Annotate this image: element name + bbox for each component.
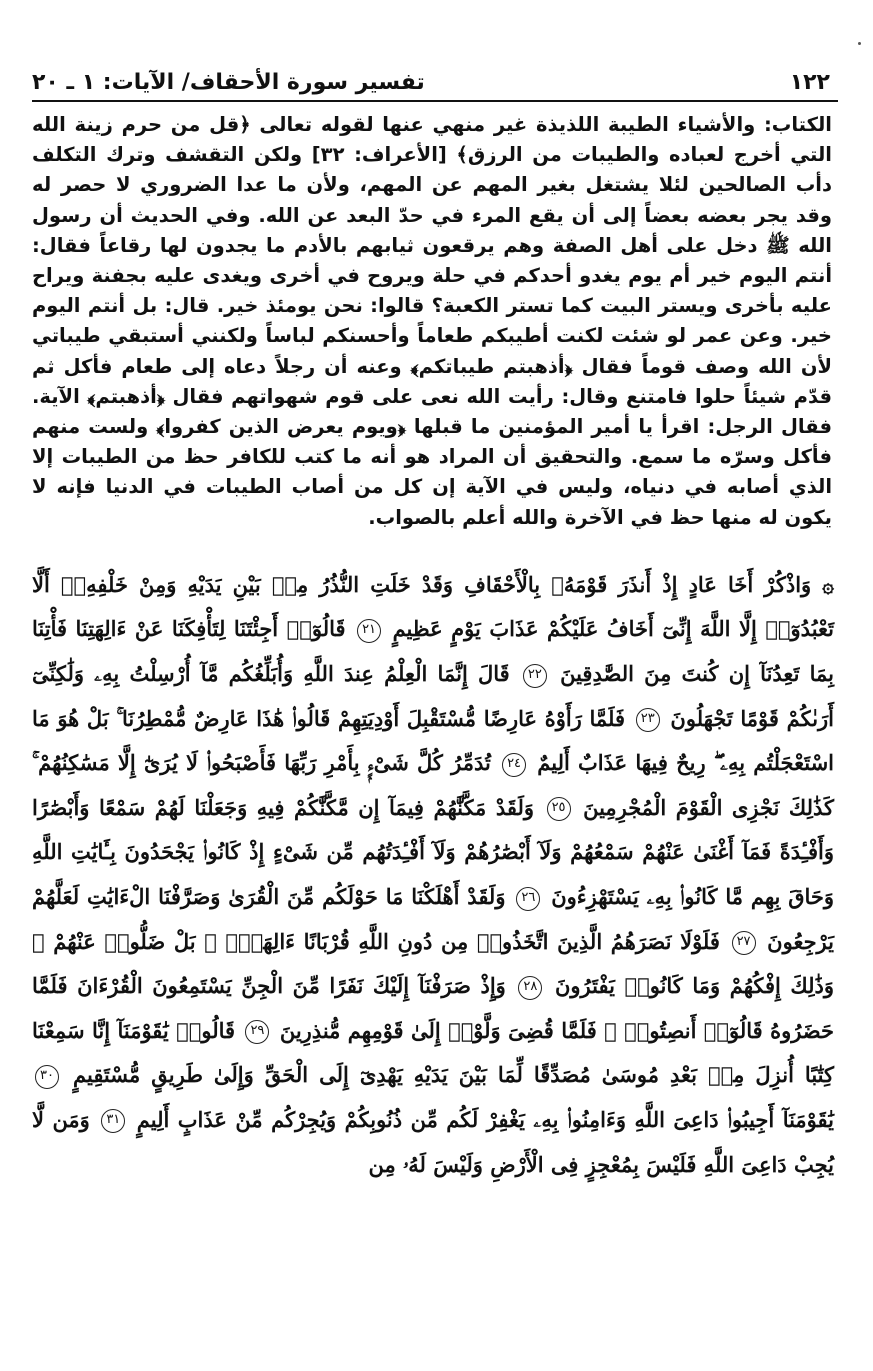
running-header	[32, 62, 838, 100]
book-page	[32, 62, 838, 1187]
ayah-text: وَاذْكُرْ أَخَا عَادٍ إِذْ أَنذَرَ قَوْمَهُۥ بِالْأَحْقَافِ وَقَدْ خَلَتِ النُّذُرُ مِنۢ بَيْنِ يَدَيْهِ وَمِنْ خَلْفِهِۦٓ أَلَّا تَعْبُدُوٓا۟ إِلَّا اللَّهَ إِنِّىٓ أَخَافُ عَلَيْكُمْ عَذَابَ يَوْمٍ عَظِيمٍ	[32, 571, 835, 642]
ayah-number: ٢٣	[636, 708, 660, 732]
page-number: ١٢٢	[789, 70, 830, 95]
ayah-number: ٢٦	[516, 887, 540, 911]
page-title: تفسير سورة الأحقاف/ الآيات: ١ ـ ٢٠	[32, 70, 425, 95]
ayah-text: وَإِذْ صَرَفْنَآ إِلَيْكَ نَفَرًا مِّنَ الْجِنِّ يَسْتَمِعُونَ الْقُرْءَانَ فَلَمَّا حَضَرُوهُ قَالُوٓا۟ أَنصِتُوا۟ ۖ فَلَمَّا قُضِىَ وَلَّوْا۟ إِلَىٰ قَوْمِهِم مُّنذِرِينَ	[32, 973, 834, 1043]
ayah-text: وَمَن لَّا يُجِبْ دَاعِىَ اللَّهِ فَلَيْسَ بِمُعْجِزٍ فِى الْأَرْضِ وَلَيْسَ لَهُۥ مِن	[32, 1106, 834, 1177]
ayah-number: ٢٥	[547, 797, 571, 821]
ayah-text: وَلَقَدْ أَهْلَكْنَا مَا حَوْلَكُم مِّنَ الْقُرَىٰ وَصَرَّفْنَا الْءَايَٰتِ لَعَلَّهُمْ يَرْجِعُونَ	[32, 884, 834, 954]
ayah-number: ٣٠	[35, 1065, 59, 1089]
header-divider	[32, 100, 838, 102]
ayah-number: ٣١	[101, 1109, 125, 1133]
ayah-number: ٢٧	[732, 931, 756, 955]
ayah-text: قَالَ إِنَّمَا الْعِلْمُ عِندَ اللَّهِ وَأُبَلِّغُكُم مَّآ أُرْسِلْتُ بِهِۦ وَلَٰكِنِّىٓ أَرَىٰكُمْ قَوْمًا تَجْهَلُونَ	[32, 661, 835, 731]
ayah-text: قَالُوٓا۟ أَجِئْتَنَا لِتَأْفِكَنَا عَنْ ءَالِهَتِنَا فَأْتِنَا بِمَا تَعِدُنَآ إِن كُنتَ مِنَ الصَّٰدِقِينَ	[32, 616, 834, 687]
ayah-text: يَٰقَوْمَنَآ أَجِيبُوا۟ دَاعِىَ اللَّهِ وَءَامِنُوا۟ بِهِۦ يَغْفِرْ لَكُم مِّن ذُنُوبِكُمْ وَيُجِرْكُم مِّنْ عَذَابٍ أَلِيمٍ	[136, 1106, 834, 1132]
margin-mark	[858, 42, 861, 45]
ayah-text: وَلَقَدْ مَكَّنَّٰهُمْ فِيمَآ إِن مَّكَّنَّٰكُمْ فِيهِ وَجَعَلْنَا لَهُمْ سَمْعًا وَأَبْصَٰرًا وَأَفْـِٔدَةً فَمَآ أَغْنَىٰ عَنْهُمْ سَمْعُهُمْ وَلَآ أَبْصَٰرُهُمْ وَلَآ أَفْـِٔدَتُهُم مِّن شَىْءٍ إِذْ كَانُوا۟ يَجْحَدُونَ بِـَٔايَٰتِ اللَّهِ وَحَاقَ بِهِم مَّا كَانُوا۟ بِهِۦ يَسْتَهْزِءُونَ	[32, 794, 835, 909]
ayah-text: فَلَوْلَا نَصَرَهُمُ الَّذِينَ اتَّخَذُوا۟ مِن دُونِ اللَّهِ قُرْبَانًا ءَالِهَةًۢ ۖ بَلْ ضَلُّوا۟ عَنْهُمْ ۚ وَذَٰلِكَ إِفْكُهُمْ وَمَا كَانُوا۟ يَفْتَرُونَ	[32, 928, 835, 999]
ayah-text: قَالُوا۟ يَٰقَوْمَنَآ إِنَّا سَمِعْنَا كِتَٰبًا أُنزِلَ مِنۢ بَعْدِ مُوسَىٰ مُصَدِّقًا لِّمَا بَيْنَ يَدَيْهِ يَهْدِىٓ إِلَى الْحَقِّ وَإِلَىٰ طَرِيقٍ مُّسْتَقِيمٍ	[32, 1017, 835, 1088]
commentary-paragraph: الكتاب: والأشياء الطيبة اللذيذة غير منهي عنها لقوله تعالى ﴿قل من حرم زينة الله التي أخرج لعباده والطيبات من الرزق﴾ [الأعراف: ٣٢] ولكن التقشف وترك التكلف دأب الصالحين لئلا يشتغل بغير المهم عن المهم، ولأن ما عدا الضروري لا حصر له وقد يجر بعضه بعضاً إلى أن يقع المرء في حدّ البعد عن الله. وفي الحديث أن رسول الله ﷺ دخل على أهل الصفة وهم يرقعون ثيابهم بالأدم ما يجدون لها رقاعاً فقال: أنتم اليوم خير أم يوم يغدو أحدكم في حلة ويروح في أخرى ويغدى عليه بجفنة ويراح عليه بأخرى ويستر البيت كما تستر الكعبة؟ قالوا: نحن يومئذ خير. قال: بل أنتم اليوم خير. وعن عمر لو شئت لكنت أطيبكم طعاماً وأحسنكم لباساً ولكنني أستبقي طيباتي لأن الله وصف قوماً فقال ﴿أذهبتم طيباتكم﴾ وعنه أن رجلاً دعاه إلى طعام فأكل ثم قدّم شيئاً حلوا فامتنع وقال: رأيت الله نعى على قوم شهواتهم فقال ﴿أذهبتم﴾ الآية. فقال الرجل: اقرأ يا أمير المؤمنين ما قبلها ﴿ويوم يعرض الذين كفروا﴾ ولست منهم فأكل وسرّه ما سمع. والتحقيق أن المراد هو أنه ما كتب للكافر حظ من الطيبات إلا الذي أصابه في دنياه، وليس في الآية إن كل من أصاب الطيبات في الدنيا فإنه لا يكون له منها حظ في الآخرة والله أعلم بالصواب.	[32, 113, 832, 529]
ayah-text: فَلَمَّا رَأَوْهُ عَارِضًا مُّسْتَقْبِلَ أَوْدِيَتِهِمْ قَالُوا۟ هَٰذَا عَارِضٌ مُّمْطِرُنَا ۚ بَلْ هُوَ مَا اسْتَعْجَلْتُم بِهِۦ ۖ رِيحٌ فِيهَا عَذَابٌ أَلِيمٌ	[32, 705, 834, 776]
ayah-number: ٢١	[357, 619, 381, 643]
ayah-number: ٢٩	[245, 1020, 269, 1044]
rub-el-hizb-mark: ۞	[822, 572, 834, 597]
ayah-number: ٢٤	[502, 753, 526, 777]
ayah-number: ٢٢	[523, 664, 547, 688]
ayah-number: ٢٨	[518, 976, 542, 1000]
ayah-text: تُدَمِّرُ كُلَّ شَىْءٍۭ بِأَمْرِ رَبِّهَا فَأَصْبَحُوا۟ لَا يُرَىٰٓ إِلَّا مَسَٰكِنُهُمْ ۚ كَذَٰلِكَ نَجْزِى الْقَوْمَ الْمُجْرِمِينَ	[32, 750, 835, 820]
quran-passage	[32, 563, 834, 1187]
